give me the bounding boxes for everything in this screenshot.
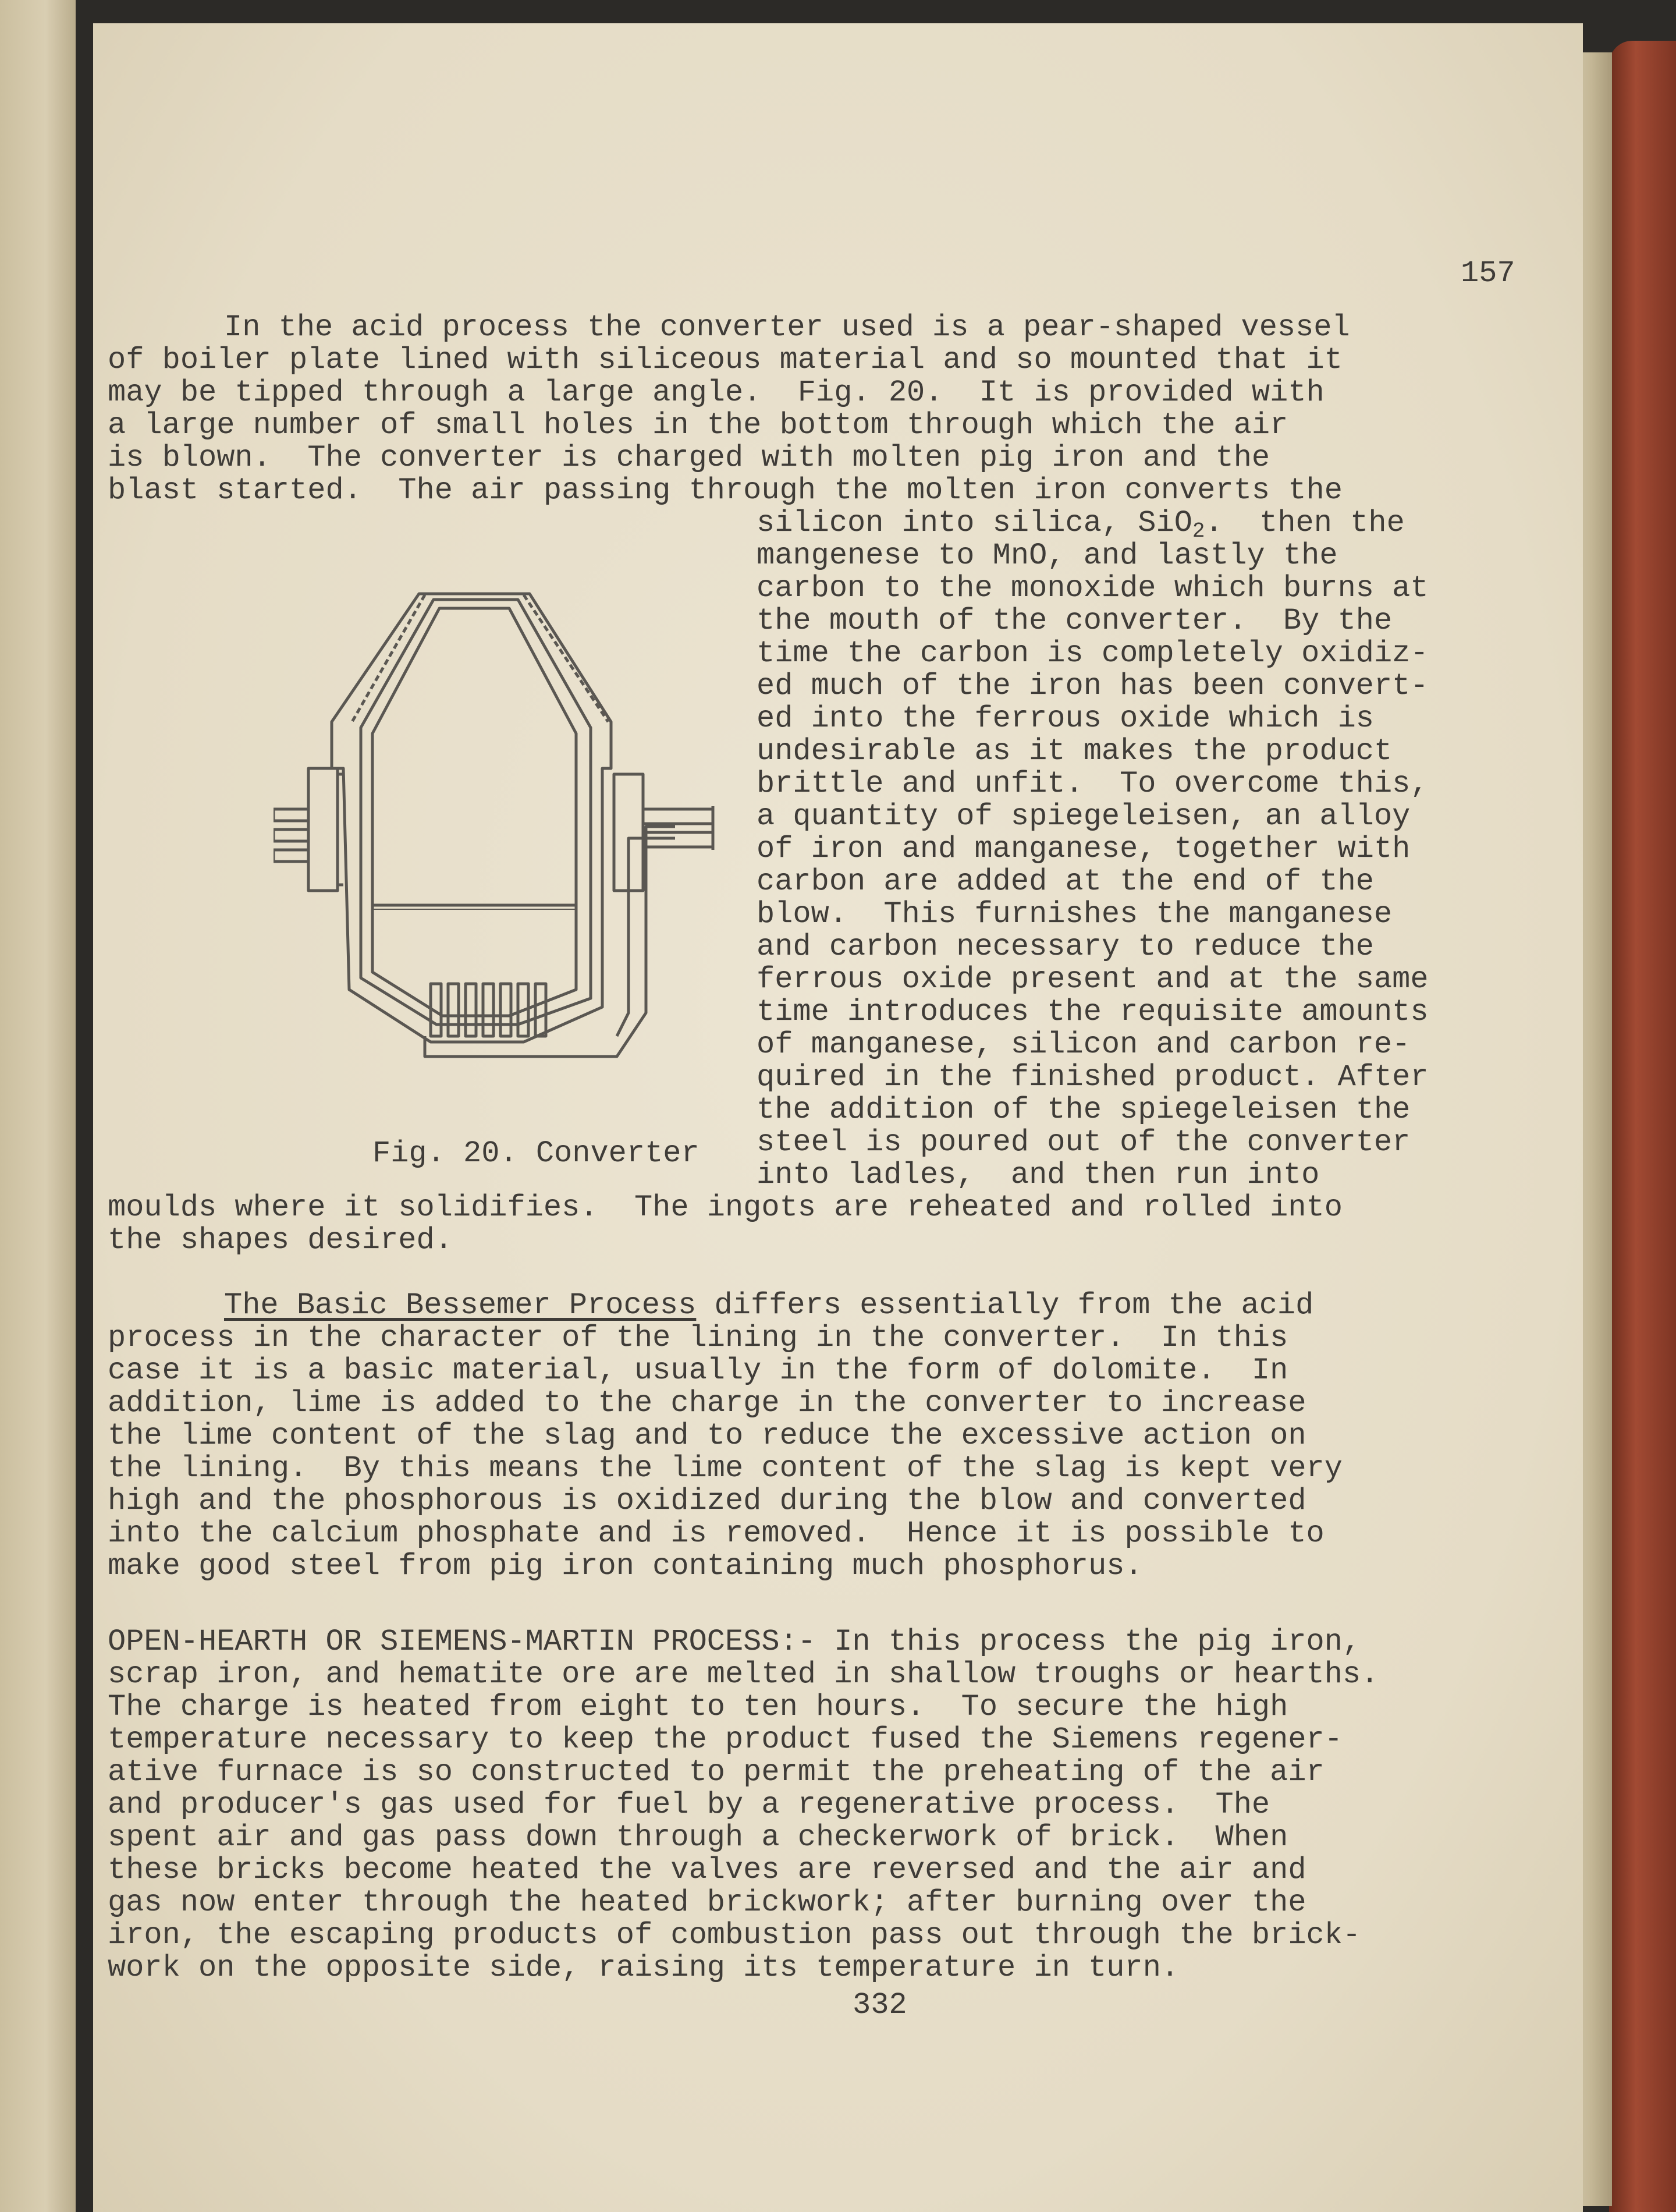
page-number-top: 157 xyxy=(1461,256,1515,290)
text-line: of iron and manganese, together with xyxy=(757,832,1411,866)
text-line: gas now enter through the heated brickwork; after burning over the xyxy=(108,1885,1306,1920)
text-line: the lime content of the slag and to reduce the excessive action on xyxy=(108,1419,1306,1453)
text-line: may be tipped through a large angle. Fig. 20. It is provided with xyxy=(108,375,1325,410)
text-line: quired in the finished product. After xyxy=(757,1060,1429,1094)
text-line: steel is poured out of the converter xyxy=(757,1125,1411,1160)
section-heading-basic-bessemer: The Basic Bessemer Process xyxy=(224,1288,697,1323)
text-line: the addition of the spiegeleisen the xyxy=(757,1093,1411,1127)
text-line: into the calcium phosphate and is removed. Hence it is possible to xyxy=(108,1516,1325,1551)
text-line: temperature necessary to keep the product fused the Siemens regener- xyxy=(108,1722,1343,1757)
text-line: process in the character of the lining in the converter. In this xyxy=(108,1321,1288,1355)
text-line: is blown. The converter is charged with molten pig iron and the xyxy=(108,441,1270,475)
left-trunnion xyxy=(274,768,343,891)
figure-caption: Fig. 20. Converter xyxy=(372,1136,699,1171)
text-line: brittle and unfit. To overcome this, xyxy=(757,767,1429,801)
text-line: ative furnace is so constructed to permit the preheating of the air xyxy=(108,1755,1325,1789)
text-span: differs essentially from the acid xyxy=(696,1288,1314,1323)
text-line: time the carbon is completely oxidiz- xyxy=(757,636,1429,671)
subscript: 2 xyxy=(1192,519,1205,543)
text-line: spent air and gas pass down through a checkerwork of brick. When xyxy=(108,1820,1288,1855)
text-line: carbon are added at the end of the xyxy=(757,864,1374,899)
wind-box xyxy=(425,827,675,1057)
page-number-bottom: 332 xyxy=(853,1988,907,2022)
text-line: a quantity of spiegeleisen, an alloy xyxy=(757,799,1411,834)
book-page xyxy=(93,23,1583,2212)
text-line xyxy=(224,1289,1313,1322)
book-cover-edge xyxy=(1609,41,1676,2212)
text-line: scrap iron, and hematite ore are melted in shallow troughs or hearths. xyxy=(108,1657,1379,1692)
text-line: blast started. The air passing through the molten iron converts the xyxy=(108,473,1343,508)
text-line: ed much of the iron has been convert- xyxy=(757,669,1429,703)
text-line: ed into the ferrous oxide which is xyxy=(757,701,1374,736)
text-line: work on the opposite side, raising its temperature in turn. xyxy=(108,1951,1180,1985)
text-line: the mouth of the converter. By the xyxy=(757,604,1393,638)
text-line: the shapes desired. xyxy=(108,1223,453,1257)
text-line: blow. This furnishes the manganese xyxy=(757,897,1393,931)
text-line: make good steel from pig iron containing much phosphorus. xyxy=(108,1549,1143,1583)
text-line: a large number of small holes in the bottom through which the air xyxy=(108,408,1288,442)
converter-inner-lining xyxy=(361,600,591,1025)
text-line: these bricks become heated the valves are reversed and the air and xyxy=(108,1853,1306,1887)
text-line: and producer's gas used for fuel by a regenerative process. The xyxy=(108,1788,1270,1822)
text-line: high and the phosphorous is oxidized during the blow and converted xyxy=(108,1484,1306,1518)
text-line: into ladles, and then run into xyxy=(757,1158,1320,1192)
text-line: of boiler plate lined with siliceous material and so mounted that it xyxy=(108,343,1343,377)
tuyere-holes xyxy=(431,984,546,1036)
converter-figure xyxy=(274,582,762,1071)
text-line: the lining. By this means the lime content of the slag is kept very xyxy=(108,1451,1343,1486)
text-span: silicon into silica, SiO xyxy=(757,506,1192,540)
text-line: In the acid process the converter used is a pear-shaped vessel xyxy=(224,310,1350,345)
text-line: ferrous oxide present and at the same xyxy=(757,962,1429,997)
text-line: carbon to the monoxide which burns at xyxy=(757,571,1429,605)
text-line: and carbon necessary to reduce the xyxy=(757,930,1374,964)
text-line: undesirable as it makes the product xyxy=(757,734,1393,768)
text-span: . then the xyxy=(1205,506,1405,540)
text-line: mangenese to MnO, and lastly the xyxy=(757,538,1338,573)
text-line: OPEN-HEARTH OR SIEMENS-MARTIN PROCESS:- In this process the pig iron, xyxy=(108,1625,1361,1659)
text-line: of manganese, silicon and carbon re- xyxy=(757,1027,1411,1062)
text-line: addition, lime is added to the charge in the converter to increase xyxy=(108,1386,1306,1420)
converter-cavity xyxy=(372,608,576,1016)
text-line: case it is a basic material, usually in the form of dolomite. In xyxy=(108,1353,1288,1388)
text-line xyxy=(757,506,1405,543)
text-line: time introduces the requisite amounts xyxy=(757,995,1429,1029)
text-line: iron, the escaping products of combustion pass out through the brick- xyxy=(108,1918,1361,1952)
text-line: moulds where it solidifies. The ingots are reheated and rolled into xyxy=(108,1190,1343,1225)
left-page-edge xyxy=(0,0,76,2212)
text-line: The charge is heated from eight to ten hours. To secure the high xyxy=(108,1690,1288,1724)
